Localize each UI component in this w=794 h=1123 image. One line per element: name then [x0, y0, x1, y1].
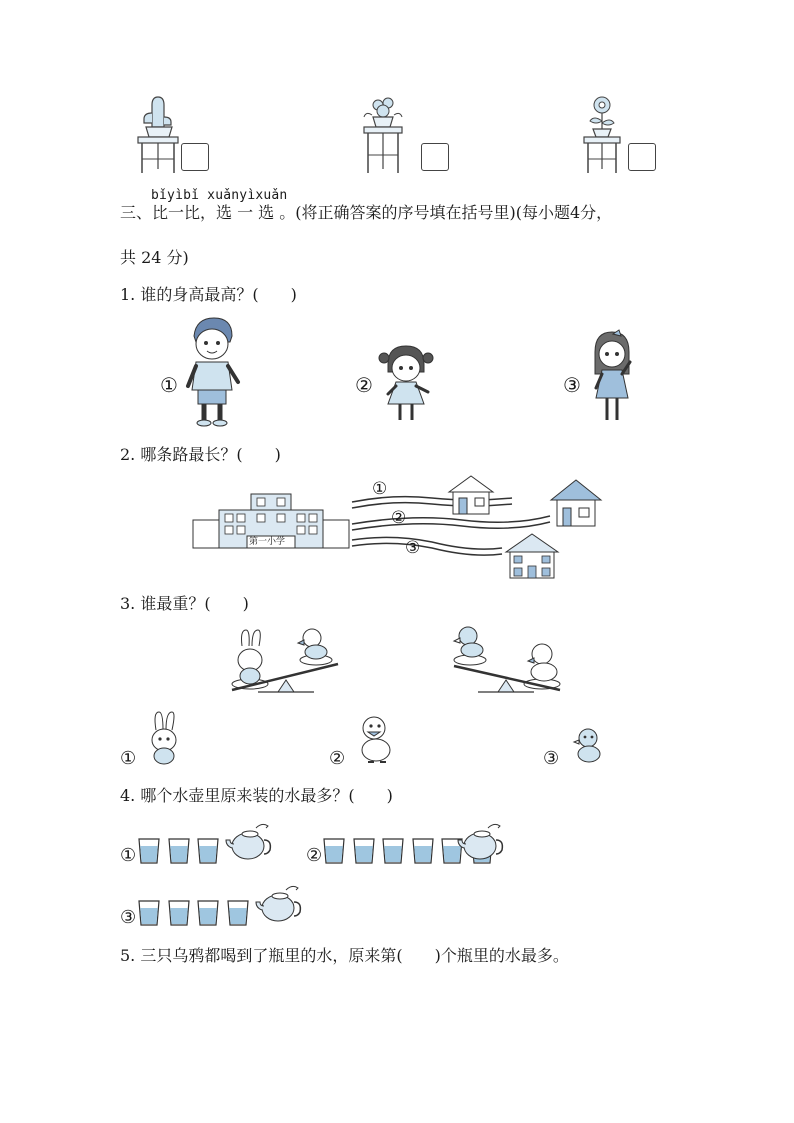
answer-box-2[interactable]	[421, 143, 449, 171]
big-duck-icon	[356, 714, 394, 766]
question-3-text: 3. 谁最重？( )	[120, 594, 249, 613]
house-two-story-icon	[502, 532, 562, 580]
q3-option-2-label: ②	[329, 748, 346, 769]
question-5-text: 5. 三只乌鸦都喝到了瓶里的水，原来第( )个瓶里的水最多。	[120, 946, 569, 965]
question-1-text: 1. 谁的身高最高？( )	[120, 285, 297, 304]
water-cup-icon	[138, 838, 160, 864]
answer-box-1[interactable]	[181, 143, 209, 171]
small-duck-icon	[573, 726, 603, 766]
answer-box-3[interactable]	[628, 143, 656, 171]
road-2-label: ②	[391, 508, 407, 528]
house-large-icon	[549, 478, 603, 528]
water-cup-icon	[227, 900, 249, 926]
question-4-text: 4. 哪个水壶里原来装的水最多？( )	[120, 786, 393, 805]
girl-short-icon	[378, 342, 436, 426]
sunflower-on-stool-icon	[578, 95, 628, 175]
water-cup-icon	[323, 838, 345, 864]
water-cup-icon	[353, 838, 375, 864]
boy-icon	[180, 316, 245, 428]
water-cup-icon	[382, 838, 404, 864]
q4-option-3-label: ③	[120, 907, 137, 928]
water-cup-icon	[138, 900, 160, 926]
cactus-on-stool-icon	[130, 95, 180, 175]
q4-option-2-label: ②	[306, 845, 323, 866]
q1-option-2-label: ②	[355, 373, 373, 397]
q3-option-3-label: ③	[543, 748, 560, 769]
section-pinyin: bǐyìbǐ xuǎnyìxuǎn	[151, 188, 288, 203]
q1-option-3-label: ③	[563, 373, 581, 397]
road-3-label: ③	[405, 538, 421, 558]
water-cup-icon	[412, 838, 434, 864]
q1-option-1-label: ①	[160, 373, 178, 397]
q3-option-1-label: ①	[120, 748, 137, 769]
school-sign: 第一小学	[249, 537, 286, 547]
road-1-label: ①	[372, 479, 388, 499]
seesaw-rabbit-duck-icon	[228, 626, 346, 702]
house-small-icon	[447, 474, 495, 516]
girl-tall-icon	[587, 330, 637, 426]
question-2-text: 2. 哪条路最长？( )	[120, 445, 281, 464]
section-heading-line1: 三、比一比，选 一 选 。(将正确答案的序号填在括号里)(每小题4分，	[120, 203, 613, 222]
seesaw-duck-duck-icon	[448, 626, 566, 702]
water-cup-icon	[168, 838, 190, 864]
water-cup-icon	[197, 838, 219, 864]
teapot-2-icon	[458, 818, 504, 862]
section-heading-line2: 共 24 分)	[120, 248, 189, 267]
teapot-3-icon	[256, 880, 302, 924]
water-cup-icon	[197, 900, 219, 926]
q4-option-1-label: ①	[120, 845, 137, 866]
rabbit-icon	[146, 710, 182, 766]
teapot-1-icon	[226, 818, 272, 862]
flower-pot-on-stool-icon	[358, 95, 408, 175]
water-cup-icon	[168, 900, 190, 926]
